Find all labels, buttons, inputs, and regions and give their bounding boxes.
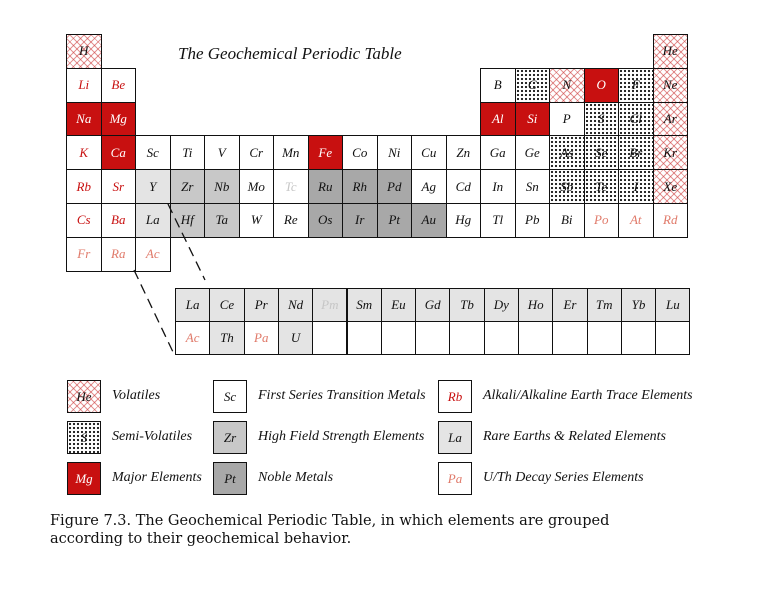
element-cell-ne: Ne [653,68,689,103]
element-cell-ni: Ni [377,135,413,170]
element-cell-pd: Pd [377,169,413,204]
element-cell-sn: Sn [515,169,551,204]
element-cell-hf: Hf [170,203,206,238]
legend-label-ree: Rare Earths & Related Elements [483,429,666,444]
element-cell-br: Br [618,135,654,170]
element-cell-w: W [239,203,275,238]
diagram-title: The Geochemical Periodic Table [178,44,402,63]
element-cell-in: In [480,169,516,204]
element-cell-ru: Ru [308,169,344,204]
element-cell-se: Se [584,135,620,170]
legend-swatch-major: Mg [67,462,101,495]
fblock-cell-pm: Pm [312,288,347,322]
element-cell-pt: Pt [377,203,413,238]
element-cell-mg: Mg [101,102,137,137]
element-cell-be: Be [101,68,137,103]
element-cell-as: As [549,135,585,170]
element-cell-tc: Tc [273,169,309,204]
element-cell-i: I [618,169,654,204]
element-cell-te: Te [584,169,620,204]
element-cell-mn: Mn [273,135,309,170]
element-cell-o: O [584,68,620,103]
fblock-cell-la: La [175,288,210,322]
legend-swatch-none: Sc [213,380,247,413]
element-cell-re: Re [273,203,309,238]
element-cell-ar: Ar [653,102,689,137]
fblock-cell-dy: Dy [484,288,519,322]
element-cell-rb: Rb [66,169,102,204]
element-cell-zr: Zr [170,169,206,204]
fblock-cell-tm: Tm [587,288,622,322]
element-cell-ca: Ca [101,135,137,170]
element-cell-b: B [480,68,516,103]
legend-label-major: Major Elements [112,470,202,485]
element-cell-h: H [66,34,102,69]
element-cell-ag: Ag [411,169,447,204]
legend-label-volatile: Volatiles [112,388,161,403]
element-cell-kr: Kr [653,135,689,170]
legend-label-none: First Series Transition Metals [258,388,426,403]
element-cell-he: He [653,34,689,69]
legend-label-semi: Semi-Volatiles [112,429,193,444]
element-cell-bi: Bi [549,203,585,238]
element-cell-cr: Cr [239,135,275,170]
element-cell-al: Al [480,102,516,137]
element-cell-co: Co [342,135,378,170]
element-cell-ra: Ra [101,237,137,272]
connector-line-right [168,204,205,280]
element-cell-v: V [204,135,240,170]
fblock-cell-th: Th [209,321,244,355]
element-cell-si: Si [515,102,551,137]
element-cell-ti: Ti [170,135,206,170]
element-cell-n: N [549,68,585,103]
element-cell-xe: Xe [653,169,689,204]
element-cell-ga: Ga [480,135,516,170]
element-cell-cs: Cs [66,203,102,238]
element-cell-sr: Sr [101,169,137,204]
legend-swatch-ree: La [438,421,472,454]
legend-swatch-decay: Pa [438,462,472,495]
element-cell-at: At [618,203,654,238]
element-cell-mo: Mo [239,169,275,204]
fblock-cell-pr: Pr [244,288,279,322]
element-cell-ac: Ac [135,237,171,272]
element-cell-os: Os [308,203,344,238]
legend-label-trace: Alkali/Alkaline Earth Trace Elements [483,388,693,403]
element-cell-cu: Cu [411,135,447,170]
element-cell-ta: Ta [204,203,240,238]
element-cell-rd: Rd [653,203,689,238]
fblock-cell-pa: Pa [244,321,279,355]
legend-label-noble: Noble Metals [258,470,334,485]
element-cell-sc: Sc [135,135,171,170]
element-cell-sb: Sb [549,169,585,204]
element-cell-po: Po [584,203,620,238]
element-cell-cl: Cl [618,102,654,137]
legend-swatch-noble: Pt [213,462,247,495]
element-cell-pb: Pb [515,203,551,238]
fblock-cell-ac: Ac [175,321,210,355]
fblock-cell-ho: Ho [518,288,553,322]
element-cell-zn: Zn [446,135,482,170]
element-cell-la: La [135,203,171,238]
element-cell-f: F [618,68,654,103]
element-cell-hg: Hg [446,203,482,238]
element-cell-li: Li [66,68,102,103]
element-cell-cd: Cd [446,169,482,204]
legend-swatch-volatile: He [67,380,101,413]
element-cell-k: K [66,135,102,170]
element-cell-ir: Ir [342,203,378,238]
fblock-cell-er: Er [552,288,587,322]
element-cell-y: Y [135,169,171,204]
element-cell-au: Au [411,203,447,238]
element-cell-tl: Tl [480,203,516,238]
legend-label-hfse: High Field Strength Elements [258,429,425,444]
fblock-cell-lu: Lu [655,288,690,322]
legend-swatch-hfse: Zr [213,421,247,454]
fblock-cell-tb: Tb [449,288,484,322]
element-cell-fe: Fe [308,135,344,170]
element-cell-rh: Rh [342,169,378,204]
fblock-cell-yb: Yb [621,288,656,322]
fblock-cell-gd: Gd [415,288,450,322]
fblock-cell-u: U [278,321,313,355]
fblock-cell-ce: Ce [209,288,244,322]
element-cell-fr: Fr [66,237,102,272]
element-cell-na: Na [66,102,102,137]
fblock-cell-nd: Nd [278,288,313,322]
legend-swatch-trace: Rb [438,380,472,413]
element-cell-ge: Ge [515,135,551,170]
legend-label-decay: U/Th Decay Series Elements [483,470,644,485]
fblock-cell-eu: Eu [381,288,416,322]
element-cell-p: P [549,102,585,137]
element-cell-c: C [515,68,551,103]
legend-swatch-semi: S [67,421,101,454]
element-cell-nb: Nb [204,169,240,204]
figure-caption: Figure 7.3. The Geochemical Periodic Table, in which elements are grouped according to their geochemical behavior. [50,513,610,547]
fblock-cell-sm: Sm [347,288,382,322]
element-cell-s: S [584,102,620,137]
element-cell-ba: Ba [101,203,137,238]
connector-line-left [134,270,173,352]
